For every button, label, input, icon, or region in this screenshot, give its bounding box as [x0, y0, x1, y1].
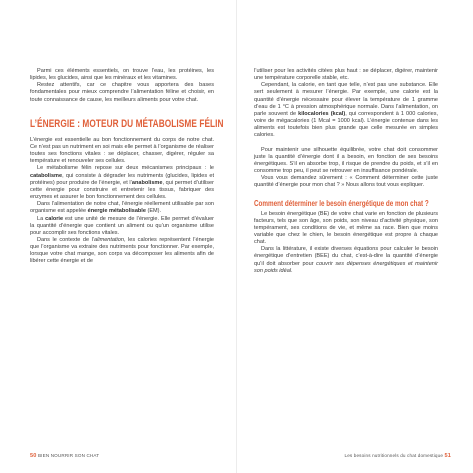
bold-term: anabolisme: [131, 179, 163, 186]
text-run: Le métabolisme félin repose sur deux mécanismes principaux : le: [37, 165, 214, 172]
page-number: 51: [444, 453, 451, 459]
text-run: (EM).: [145, 208, 162, 215]
text-run: , qui permet d’utiliser cette énergie pour construire et entretenir les tissus, fabriquer des enzymes et assurer le bon fonctionnement des cellules.: [30, 179, 214, 201]
running-title: BIEN NOURRIR SON CHAT: [37, 453, 100, 458]
bold-term: catabolisme: [30, 172, 63, 179]
page-number: 50: [30, 453, 37, 459]
paragraph: [30, 216, 214, 237]
italic-term: alimentation: [94, 236, 124, 243]
paragraph: [30, 201, 214, 215]
paragraph: Le besoin énergétique (BE) de votre chat varie en fonction de plusieurs facteurs, tels que son âge, son poids, son niveau d’activité physique, son tempérament, ses conditions de vie, et même sa race. Bien que moins variable que chez le chien, le besoin énergétique est propre à chaque chat.: [254, 210, 438, 246]
text-run: , les calories représentent l’énergie que l’organisme va extraire des nutriments pour fonctionner. Par exemple, lorsque votre chat mange, son corps va décomposer les aliments afin de libérer cette énergie et de: [30, 236, 214, 265]
right-footer: [344, 453, 451, 459]
text-run: , qui consiste à dégrader les nutriments (glucides, lipides et protéines) pour produire de l’énergie, et l’: [30, 172, 214, 186]
paragraph: [254, 82, 438, 139]
section-heading: L’ÉNERGIE : MOTEUR DU MÉTABOLISME FÉLIN: [30, 117, 224, 130]
left-text-column: [30, 68, 224, 266]
bold-term: kilocalories (kcal): [298, 110, 346, 117]
running-title: Les besoins nutritionnels du chat domestique: [344, 453, 444, 458]
paragraph: Vous vous demandez sûrement : « Comment déterminer cette juste quantité d’énergie pour mon chat ? » Nous allons tout vous expliquer.: [254, 175, 438, 189]
paragraph: L’énergie est essentielle au bon fonctionnement du corps de notre chat. Ce n’est pas un nutriment en soi mais elle permet à l’organisme de réaliser toutes ses fonctions vitales : se déplacer, chasser, digérer, réguler sa température et renouveler ses cellules.: [30, 136, 214, 165]
text-run: Cependant, la calorie, en tant que telle, n’est pas une substance. Elle sert seulement à mesurer l’énergie. Par exemple, une calorie est la quantité d’énergie nécessaire pour élever la température de 1 gramme d’eau de 1 °C à pression atmosphérique normale. Dans l’alimentation, on parle souvent de: [254, 82, 438, 117]
paragraph: Restez attentifs, car ce chapitre vous apportera des bases fondamentales pour mieux comprendre l’alimentation féline et choisir, en toute connaissance de cause, les meilleurs aliments pour votre chat.: [30, 82, 214, 103]
text-run: est une unité de mesure de l’énergie. Elle permet d’évaluer la quantité d’énergie que contient un aliment ou qu’un organisme utilise pour accomplir ses fonctions vitales.: [30, 215, 214, 236]
right-page: [237, 0, 473, 473]
paragraph: Pour maintenir une silhouette équilibrée, votre chat doit consommer juste la quantité d’énergie dont il a besoin, en fonction de ses besoins énergétiques. S’il en absorbe trop, il risque de prendre du poids, et s’il en consomme trop peu, il peut se retrouver en insuffisance pondérale.: [254, 146, 438, 175]
left-page: [0, 0, 236, 473]
bold-term: énergie métabolisable: [87, 208, 146, 215]
italic-term: couvrir ses dépenses énergétiques et maintenir son poids idéal: [254, 260, 438, 274]
text-run: .: [291, 267, 293, 274]
bold-term: calorie: [45, 215, 64, 222]
paragraph: Parmi ces éléments essentiels, on trouve l’eau, les protéines, les lipides, les glucides, ainsi que les minéraux et les vitamines.: [30, 68, 214, 82]
paragraph: [30, 237, 214, 266]
text-run: Dans le contexte de l’: [37, 236, 95, 243]
text-run: Dans l’alimentation de notre chat, l’énergie réellement utilisable par son organisme est appelée: [30, 201, 214, 215]
text-run: La: [37, 215, 46, 222]
paragraph: [30, 165, 214, 201]
paragraph: [254, 246, 438, 275]
subsection-heading: Comment déterminer le besoin énergétique de mon chat ?: [254, 198, 429, 208]
paragraph: l’utiliser pour les activités citées plus haut : se déplacer, digérer, maintenir une température corporelle stable, etc.: [254, 68, 438, 82]
left-footer: [30, 453, 99, 459]
text-run: Dans la littérature, il existe diverses équations pour calculer le besoin énergétique d’entretien (BEE) du chat, c’est-à-dire la quantité d’énergie qu’il doit absorber pour: [254, 246, 438, 267]
right-text-column: [254, 68, 438, 275]
text-run: , qui correspondent à 1 000 calories, voire de mégacalories (1 Mcal = 1000 kcal). L’énergie contenue dans les aliments est toutefois bien plus grande que celle mesurée en simples calories.: [254, 110, 439, 139]
